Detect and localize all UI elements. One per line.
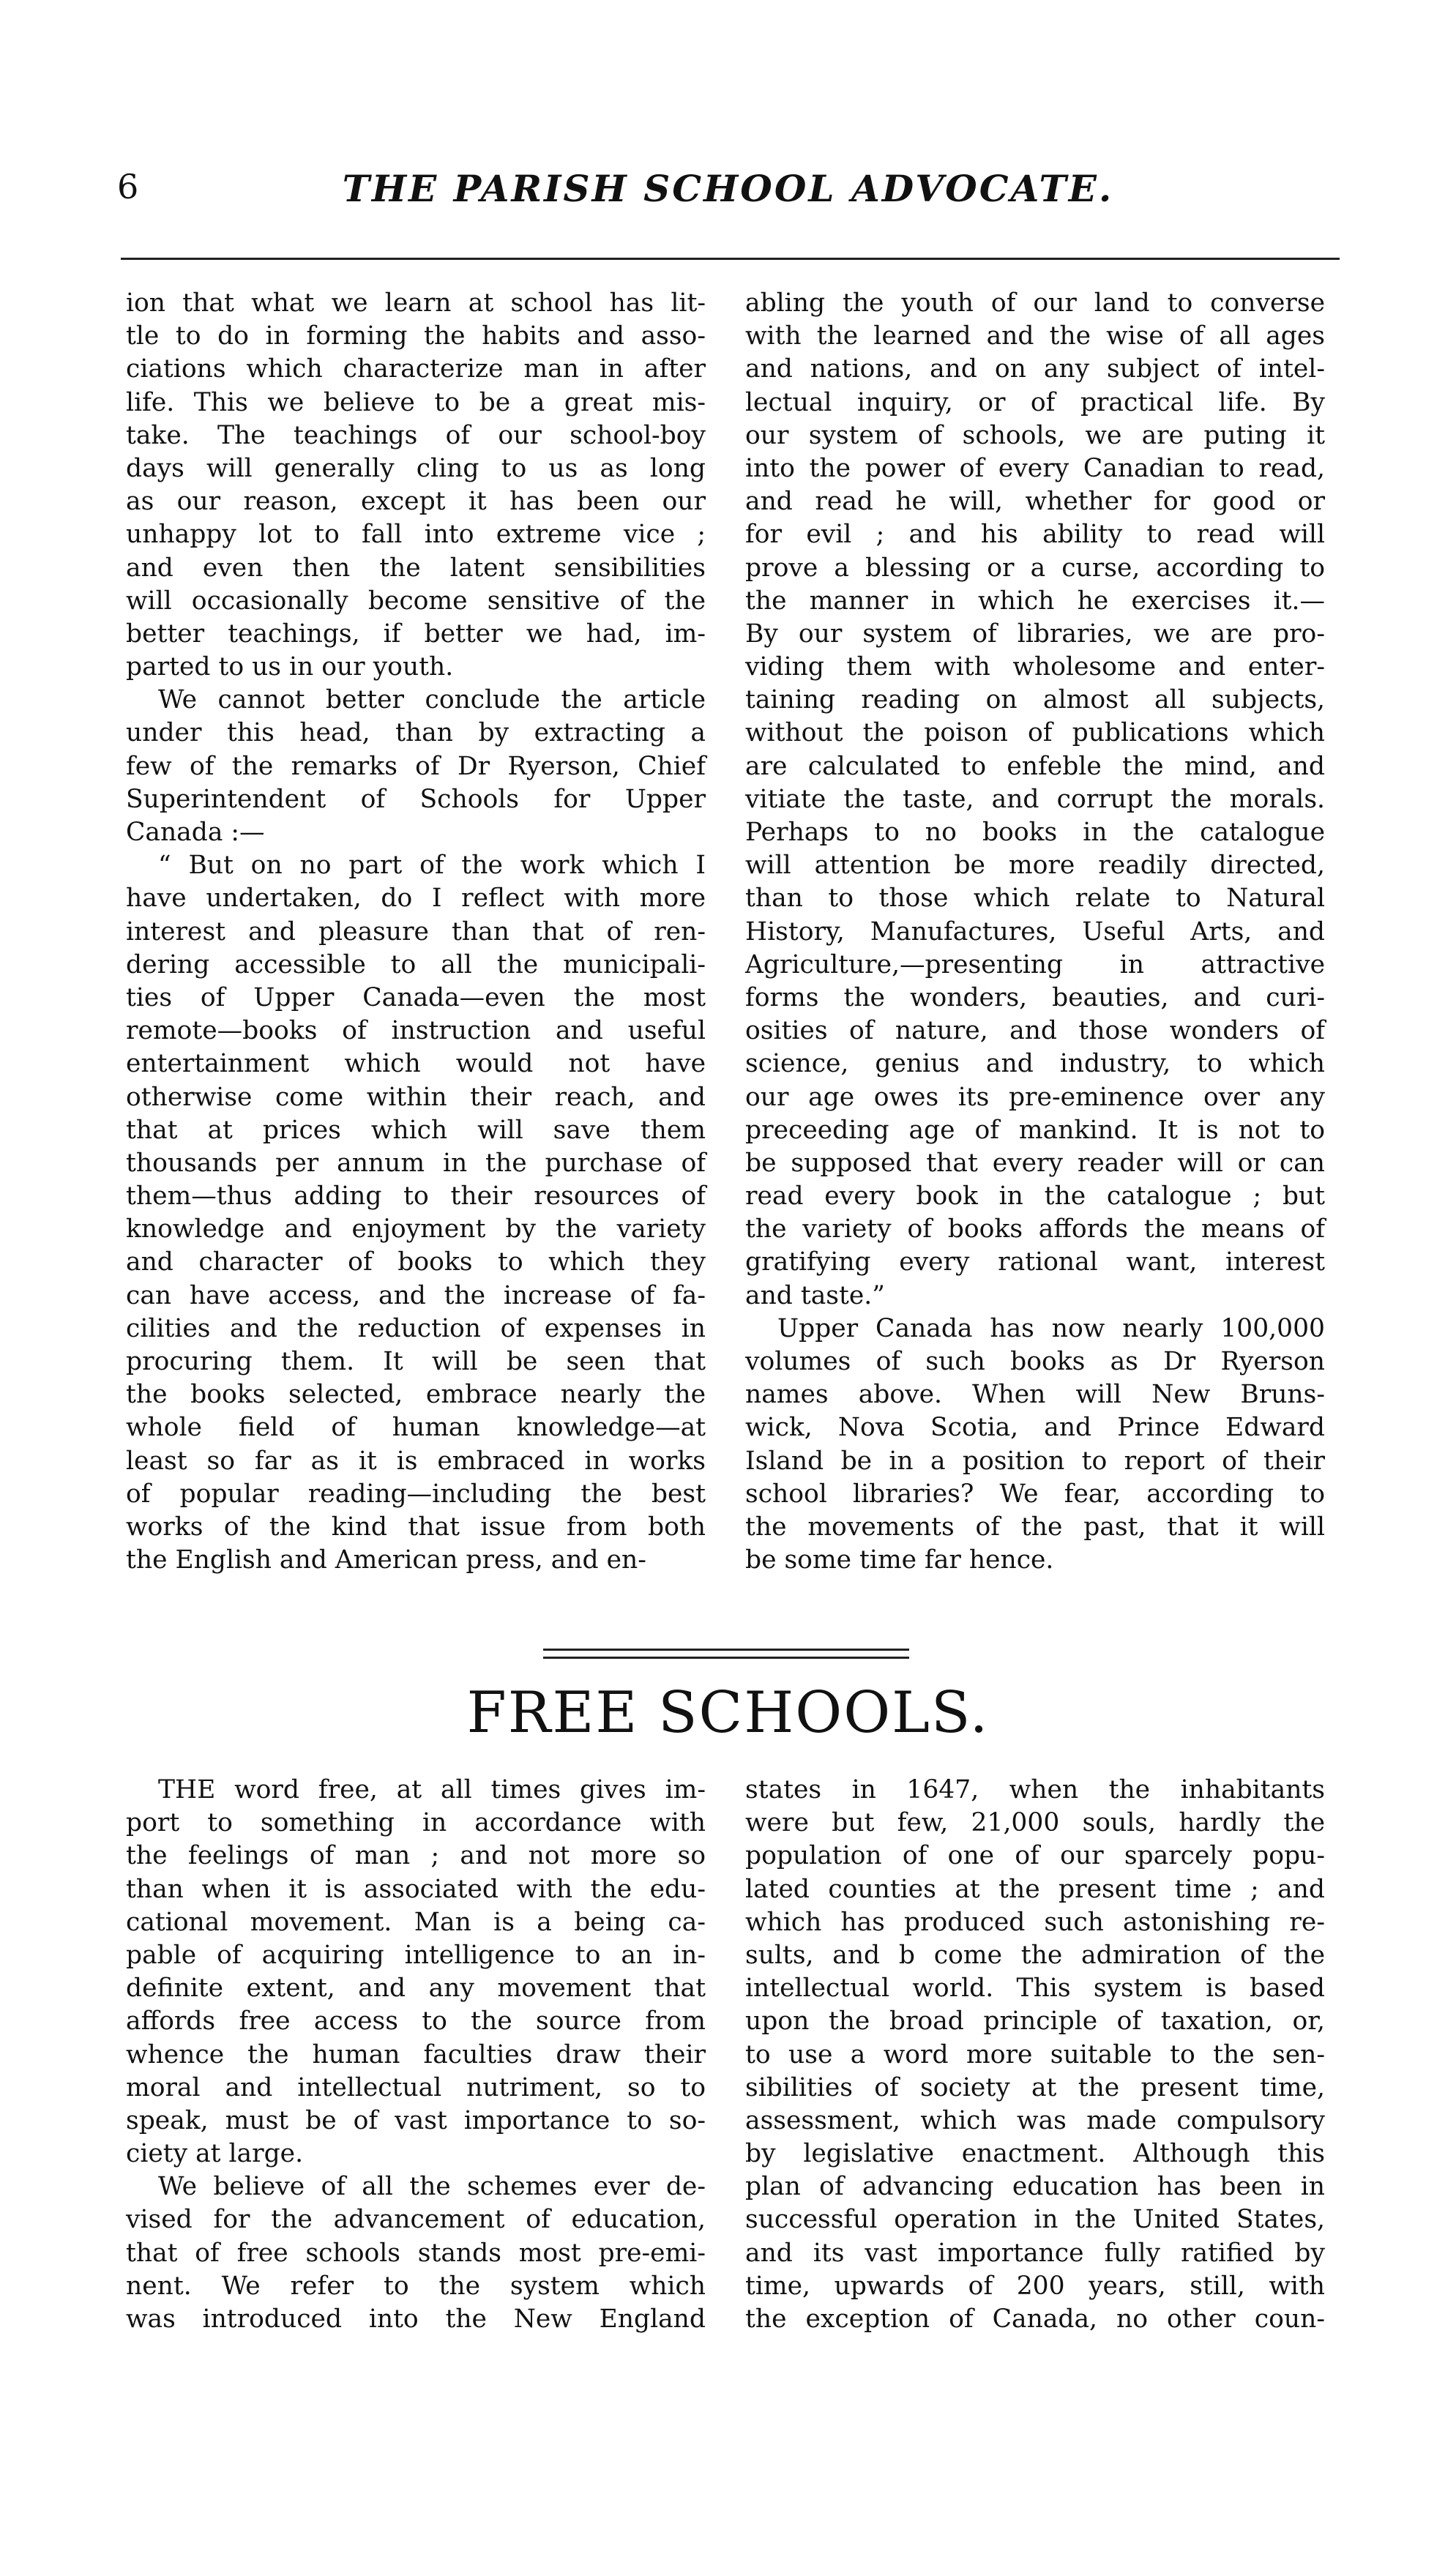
text-line: prove a blessing or a curse, according to	[745, 553, 1325, 583]
text-line: intellectual world. This system is based	[745, 1974, 1325, 2004]
text-line: were but few, 21,000 souls, hardly the	[745, 1808, 1325, 1838]
text-line: taining reading on almost all subjects,	[745, 685, 1325, 715]
text-line: We cannot better conclude the article	[158, 685, 706, 715]
text-line: the English and American press, and en-	[126, 1545, 646, 1575]
text-line: procuring them. It will be seen that	[126, 1347, 706, 1376]
text-line: forms the wonders, beauties, and curi-	[745, 982, 1325, 1012]
section-divider-top	[543, 1649, 909, 1651]
text-line: upon the broad principle of taxation, or,	[745, 2007, 1325, 2037]
text-line: works of the kind that issue from both	[126, 1512, 706, 1542]
free-schools-column-right	[745, 1774, 1325, 2336]
article-column-left	[126, 287, 706, 1577]
text-line: Perhaps to no books in the catalogue	[745, 818, 1325, 847]
text-line: and taste.”	[745, 1280, 885, 1310]
text-line: and even then the latent sensibilities	[126, 553, 706, 583]
text-line: least so far as it is embraced in works	[126, 1446, 706, 1476]
text-line: the exception of Canada, no other coun-	[745, 2304, 1325, 2334]
text-line: successful operation in the United States,	[745, 2205, 1325, 2235]
text-line: abling the youth of our land to converse	[745, 288, 1325, 318]
text-line: cilities and the reduction of expenses in	[126, 1313, 706, 1343]
header-rule	[121, 258, 1340, 260]
text-line: will attention be more readily directed,	[745, 851, 1325, 881]
text-line: lectual inquiry, or of practical life. By	[745, 387, 1325, 417]
text-line: vitiate the taste, and corrupt the morals.	[745, 784, 1325, 814]
text-line: History, Manufactures, Useful Arts, and	[745, 917, 1325, 947]
text-line: school libraries? We fear, according to	[745, 1479, 1325, 1509]
text-line: without the poison of publications which	[745, 718, 1325, 748]
text-line: Island be in a position to report of their	[745, 1446, 1325, 1476]
text-line: dering accessible to all the municipali-	[126, 949, 706, 979]
text-line: was introduced into the New England	[126, 2304, 706, 2334]
text-line: days will generally cling to us as long	[126, 453, 706, 483]
text-line: plan of advancing education has been in	[745, 2172, 1325, 2202]
text-line: our age owes its pre-eminence over any	[745, 1082, 1325, 1112]
text-line: otherwise come within their reach, and	[126, 1082, 706, 1112]
text-line: of popular reading—including the best	[126, 1479, 706, 1509]
text-line: that at prices which will save them	[126, 1115, 706, 1145]
text-line: and its vast importance fully ratified by	[745, 2238, 1325, 2268]
text-line: speak, must be of vast importance to so-	[126, 2105, 706, 2135]
page-number: 6	[117, 167, 139, 206]
text-line: which has produced such astonishing re-	[745, 1907, 1325, 1937]
text-line: better teachings, if better we had, im-	[126, 619, 706, 649]
text-line: remote—books of instruction and useful	[126, 1016, 706, 1046]
text-line: tle to do in forming the habits and asso-	[126, 321, 706, 351]
text-line: port to something in accordance with	[126, 1808, 706, 1838]
text-line: read every book in the catalogue ; but	[745, 1182, 1325, 1212]
free-schools-column-left	[126, 1774, 706, 2336]
section-heading: FREE SCHOOLS.	[466, 1680, 990, 1746]
text-line: ciety at large.	[126, 2139, 304, 2169]
text-line: wick, Nova Scotia, and Prince Edward	[745, 1413, 1325, 1443]
text-line: sults, and b come the admiration of the	[745, 1940, 1325, 1970]
text-line: moral and intellectual nutriment, so to	[126, 2072, 706, 2102]
text-line: viding them with wholesome and enter-	[745, 652, 1325, 682]
text-line: science, genius and industry, to which	[745, 1049, 1325, 1079]
text-line: by legislative enactment. Although this	[745, 2139, 1325, 2169]
text-line: with the learned and the wise of all ages	[745, 321, 1325, 351]
text-line: than to those which relate to Natural	[745, 884, 1325, 914]
text-line: that of free schools stands most pre-emi-	[126, 2238, 706, 2268]
text-line: few of the remarks of Dr Ryerson, Chief	[126, 751, 706, 781]
text-line: assessment, which was made compulsory	[745, 2105, 1325, 2135]
text-line: as our reason, except it has been our	[126, 487, 706, 517]
text-line: the books selected, embrace nearly the	[126, 1380, 706, 1410]
text-line: are calculated to enfeble the mind, and	[745, 751, 1325, 781]
text-line: lated counties at the present time ; and	[745, 1874, 1325, 1904]
text-line: preceeding age of mankind. It is not to	[745, 1115, 1325, 1145]
text-line: Superintendent of Schools for Upper	[126, 784, 706, 814]
text-line: affords free access to the source from	[126, 2007, 706, 2037]
text-line: states in 1647, when the inhabitants	[745, 1775, 1325, 1804]
text-line: population of one of our sparcely popu-	[745, 1841, 1325, 1871]
text-line: We believe of all the schemes ever de-	[158, 2172, 706, 2202]
text-line: for evil ; and his ability to read will	[745, 520, 1325, 550]
text-line: than when it is associated with the edu-	[126, 1874, 706, 1904]
text-line: them—thus adding to their resources of	[126, 1182, 706, 1212]
text-line: definite extent, and any movement that	[126, 1974, 706, 2004]
text-line: whence the human faculties draw their	[126, 2039, 706, 2069]
text-line: the variety of books affords the means of	[745, 1214, 1325, 1244]
text-line: and read he will, whether for good or	[745, 487, 1325, 517]
text-line: osities of nature, and those wonders of	[745, 1016, 1325, 1046]
page-header	[0, 167, 1456, 225]
text-line: the manner in which he exercises it.—	[745, 586, 1325, 616]
text-line: “ But on no part of the work which I	[158, 851, 706, 881]
text-line: knowledge and enjoyment by the variety	[126, 1214, 706, 1244]
text-line: the movements of the past, that it will	[745, 1512, 1325, 1542]
text-line: have undertaken, do I reflect with more	[126, 884, 706, 914]
text-line: time, upwards of 200 years, still, with	[745, 2271, 1325, 2301]
text-line: into the power of every Canadian to read,	[745, 453, 1325, 483]
text-line: entertainment which would not have	[126, 1049, 706, 1079]
article-column-right	[745, 287, 1325, 1577]
text-line: thousands per annum in the purchase of	[126, 1148, 706, 1178]
text-line: be supposed that every reader will or can	[745, 1148, 1325, 1178]
text-line: ciations which characterize man in after	[126, 354, 706, 384]
text-line: names above. When will New Bruns-	[745, 1380, 1325, 1410]
text-line: parted to us in our youth.	[126, 652, 454, 682]
text-line: interest and pleasure than that of ren-	[126, 917, 706, 947]
text-line: and nations, and on any subject of intel-	[745, 354, 1325, 384]
text-line: life. This we believe to be a great mis-	[126, 387, 706, 417]
text-line: unhappy lot to fall into extreme vice ;	[126, 520, 706, 550]
text-line: THE word free, at all times gives im-	[158, 1775, 706, 1804]
text-line: volumes of such books as Dr Ryerson	[745, 1347, 1325, 1376]
text-line: the feelings of man ; and not more so	[126, 1841, 706, 1871]
text-line: cational movement. Man is a being ca-	[126, 1907, 706, 1937]
text-line: under this head, than by extracting a	[126, 718, 706, 748]
text-line: take. The teachings of our school-boy	[126, 420, 706, 450]
text-line: whole field of human knowledge—at	[126, 1413, 706, 1443]
text-line: to use a word more suitable to the sen-	[745, 2039, 1325, 2069]
text-line: ion that what we learn at school has lit-	[126, 288, 706, 318]
text-line: our system of schools, we are puting it	[745, 420, 1325, 450]
text-line: By our system of libraries, we are pro-	[745, 619, 1325, 649]
section-divider-bottom	[543, 1657, 909, 1659]
text-line: ties of Upper Canada—even the most	[126, 982, 706, 1012]
text-line: Canada :—	[126, 818, 265, 847]
text-line: pable of acquiring intelligence to an in-	[126, 1940, 706, 1970]
text-line: be some time far hence.	[745, 1545, 1054, 1575]
text-line: Agriculture,—presenting in attractive	[745, 949, 1325, 979]
text-line: nent. We refer to the system which	[126, 2271, 706, 2301]
text-line: sibilities of society at the present time,	[745, 2072, 1325, 2102]
text-line: Upper Canada has now nearly 100,000	[777, 1313, 1325, 1343]
text-line: will occasionally become sensitive of the	[126, 586, 706, 616]
text-line: can have access, and the increase of fa-	[126, 1280, 706, 1310]
running-title: THE PARISH SCHOOL ADVOCATE.	[342, 167, 1114, 210]
text-line: vised for the advancement of education,	[126, 2205, 706, 2235]
text-line: and character of books to which they	[126, 1247, 706, 1277]
text-line: gratifying every rational want, interest	[745, 1247, 1325, 1277]
